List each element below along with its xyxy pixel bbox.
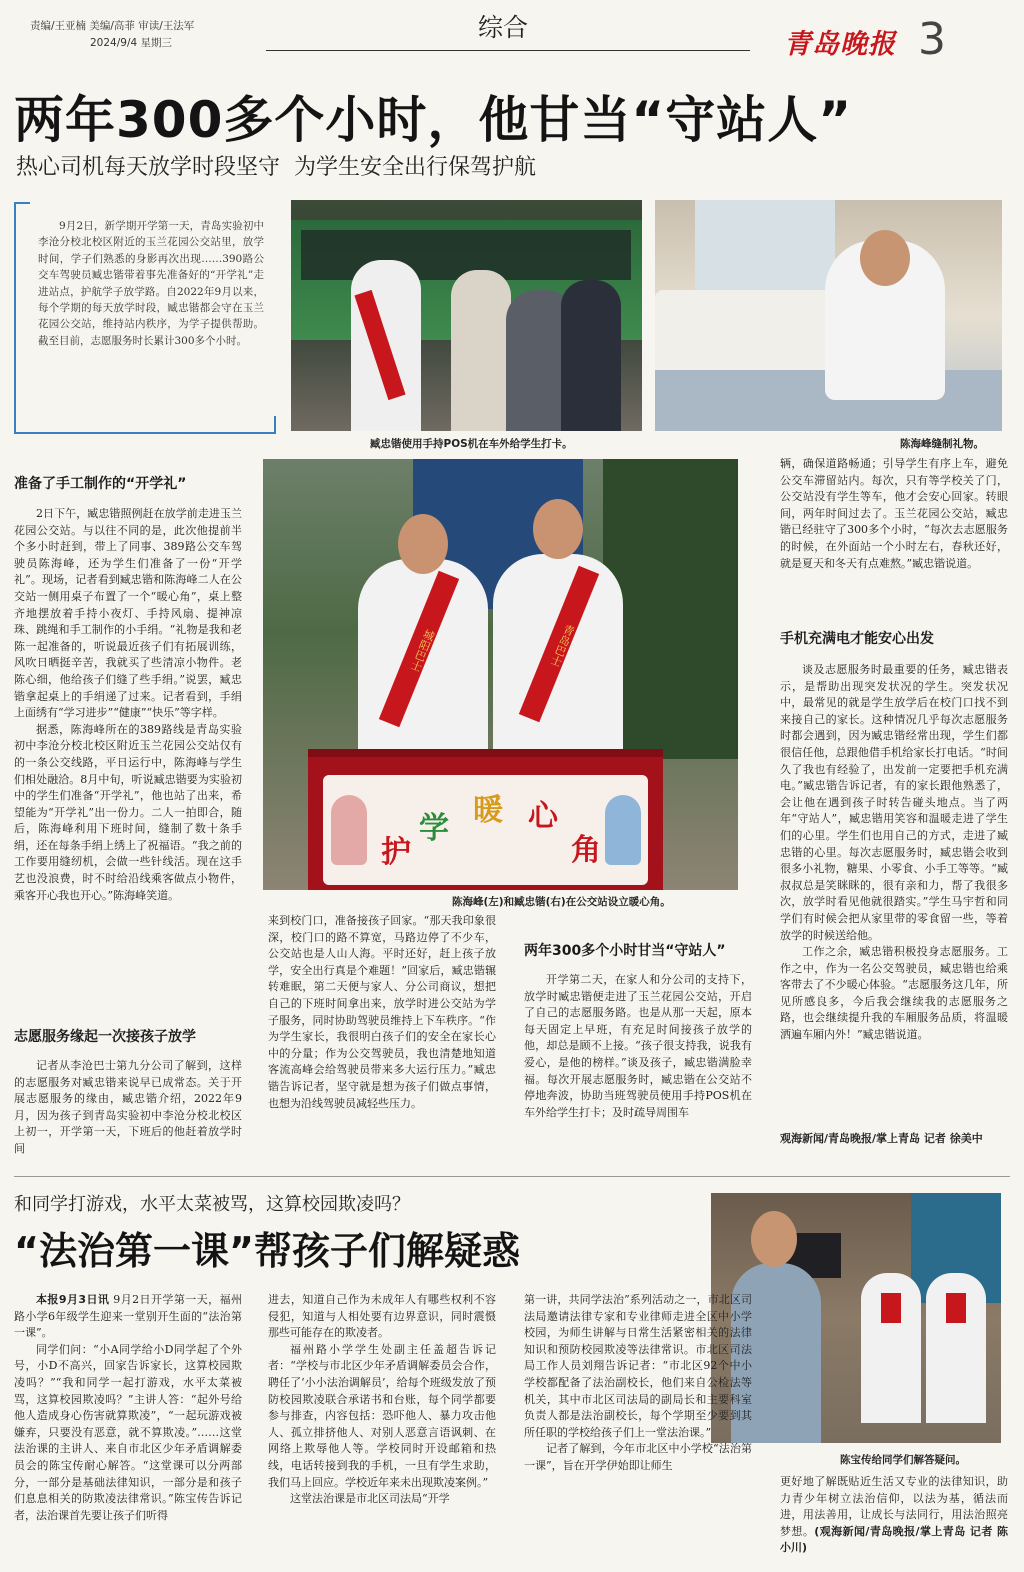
student-figure (451, 270, 511, 431)
teacher-head (751, 1211, 797, 1267)
paragraph: 谈及志愿服务时最重要的任务，臧忠锴表示，是帮助出现突发状况的学生。突发状况中，最常见的就是学生放学后在校门口找不到来接自己的家长。这种情况几乎每次志愿服务时都会遇到，因为臧忠锴经常出现，学生们都很信任他，总跟他借手机给家长打电话。“时间久了我也有经验了，出发前一定要把手机充满电。”臧忠锴告诉记者，有的家长跟他熟悉了，会让他在遇到孩子时转告碰头地点。当了两年“守站人”，臧忠锴用笑容和温暖走进了学生们的心里。学生们也用自己的方式，走进了臧忠锴的心里。每次志愿服务时，臧忠锴会收到很多小礼物，糖果、小零食、小手工等等。“臧叔叔总是笑眯眯的，很有亲和力，帮了我很多次，放学时看见他就很踏实。”学生马宇哲和同学们有时候会把从家里带的零食留一些，等着放学的时候送给他。 (780, 663, 1008, 942)
paragraph-text: 9月2日开学第一天，福州路小学6年级学生迎来一堂别开生面的“法治第一课”。 (14, 1293, 242, 1340)
article2-col1-text (14, 1292, 242, 1568)
col3-subheading: 两年300多个小时甘当“守站人” (524, 943, 726, 959)
sign-char: 学 (419, 811, 449, 846)
sign-char: 心 (528, 799, 558, 834)
article2-headline: “法治第一课”帮孩子们解疑惑 (14, 1229, 520, 1273)
table-sign (323, 775, 648, 885)
paragraph (780, 1474, 1008, 1557)
photo2-caption: 陈海峰缝制礼物。 (900, 438, 984, 450)
photo4-caption: 陈宝传给同学们解答疑问。 (840, 1454, 966, 1466)
col1-subheading-1: 准备了手工制作的“开学礼” (14, 476, 187, 492)
paragraph: 2日下午，臧忠锴照例赶在放学前走进玉兰花园公交站。与以往不同的是，此次他提前半个多小时赶到，带上了同事、389路公交车驾驶员陈海峰，还为学生们准备了一份“开学礼”。现场，记者看到臧忠锴和陈海峰二人在公交站一侧用桌子布置了一个“暖心角”，桌上整齐地摆放着手持小夜灯、手持风扇、提神凉珠、跳绳和手工制作的小手绢。“礼物是我和老陈一起准备的，听说最近孩子们有拓展训练，风吹日晒挺辛苦，我就买了些清凉小物件。老陈心细，他给孩子们缝了些手绢。”说罢，臧忠锴拿起桌上的手绢递了过来。记者看到，手绢上面绣有“学习进步”“健康”“快乐”等字样。 (14, 507, 242, 720)
paragraph: 据悉，陈海峰所在的389路线是青岛实验初中李沧分校北校区附近玉兰花园公交站仅有的一条公交线路，平日运行中，陈海峰与学生们相处融洽。8月中旬，听说臧忠锴要为实验初中的学生们准备“开学礼”，他也站了出来，希望能为“开学礼”出一份力。二人一拍即合，随后，陈海峰利用下班时间，缝制了数十条手绢，还在每条手绢上绣上了祝福语。“我之前的工作要用缝纫机，会做一些针线活。现在这手艺也没浪费，时不时给沿线乘客做点小物件，乘客开心我也开心。”陈海峰笑道。 (14, 722, 242, 902)
editors-line: 责编/王亚楠 美编/高菲 审读/王法军 (30, 20, 195, 32)
student-figure (561, 280, 621, 431)
paragraph: 福州路小学学生处副主任盖超告诉记者：“学校与市北区少年矛盾调解委员会合作，聘任了‘小小法治调解员’，给每个班级发放了预防校园欺凌联合承诺书和台账，每个同学都要参与排查，内容包括：恐吓他人、暴力攻击他人、孤立排挤他人、对别人恶意言语讽刺、在网络上欺辱他人等。学校同时开设邮箱和热线，电话转接到我的手机，一旦有学生求助，我们马上回应。学校近年来未出现欺凌案例。” (268, 1342, 496, 1489)
paragraph: 记者了解到，今年市北区中小学校“法治第一课”，旨在开学伊始即让师生 (524, 1442, 752, 1472)
red-scarf (881, 1293, 901, 1323)
issue-date: 2024/9/4 星期三 (90, 37, 172, 49)
article1-col4-text-2 (780, 662, 1008, 1128)
photo-classroom (711, 1193, 1001, 1443)
header-rule (266, 50, 750, 51)
man-right-sash: 青岛巴士 (519, 566, 599, 723)
photo-warm-corner (263, 459, 738, 890)
window-background (695, 200, 835, 300)
newspaper-brand-logo: 青岛晚报 (784, 29, 896, 60)
col1-subheading-2: 志愿服务缘起一次接孩子放学 (14, 1024, 196, 1046)
paragraph: 记者从李沧巴士第九分公司了解到，这样的志愿服务对臧忠锴来说早已成常态。关于开展志愿服务的缘由，臧忠锴介绍，2022年9月，因为孩子到青岛实验初中李沧分校北校区上初一，开学第一天，下班后的他赶着放学时间 (14, 1059, 242, 1155)
dateline: 本报9月3日讯 (36, 1293, 110, 1306)
sign-char: 角 (571, 833, 601, 868)
article1-headline: 两年300多个小时，他甘当“守站人” (14, 91, 853, 149)
gift-table (308, 749, 663, 890)
article1-col2-text (268, 913, 496, 1167)
cartoon-boy-icon (605, 795, 641, 865)
paragraph: 工作之余，臧忠锴积极投身志愿服务。工作之中，作为一名公交驾驶员，臧忠锴也给乘客带去了不少暖心体验。“志愿服务这几年，所见所感良多，今后我会继续我的志愿服务之路，也会继续提升我的车厢服务品质，将温暖洒遍车厢内外！”臧忠锴说道。 (780, 945, 1008, 1042)
article2-col2-text (268, 1292, 496, 1568)
photo3-caption: 陈海峰(左)和臧忠锴(右)在公交站设立暖心角。 (452, 896, 671, 908)
masthead-left (30, 18, 194, 52)
article2-byline: (观海新闻/青岛晚报/掌上青岛 记者 陈小川) (780, 1524, 1008, 1555)
paragraph: 这堂法治课是市北区司法局“开学 (290, 1492, 450, 1506)
col4-subheading: 手机充满电才能安心出发 (780, 631, 934, 647)
trees-right (603, 459, 738, 759)
section-name: 综合 (478, 13, 529, 42)
article1-byline: 观海新闻/青岛晚报/掌上青岛 记者 徐美中 (780, 1132, 983, 1145)
paragraph: 第一讲，共同学法治”系列活动之一，市北区司法局邀请法律专家和专业律师走进全区中小学校园，为师生讲解与日常生活紧密相关的法律知识和预防校园欺凌等法律常识。市北区司法局工作人员刘翔告诉记者：“市北区92个中小学校都配备了法治副校长，他们来自公检法等机关，其中市北区司法局的副局长和主要科室负责人都是法治副校长，每个学期至少要到其所任职的学校给孩子们上一堂法治课。” (524, 1293, 752, 1439)
article1-col3-text (524, 972, 752, 1166)
paragraph: 开学第二天，在家人和分公司的支持下，放学时臧忠锴便走进了玉兰花园公交站，开启了自己的志愿服务路。也是从那一天起，原本每天固定上早班，有充足时间接孩子放学的他，却总是顾不上接。“孩子很支持我，说我有爱心，是他的榜样。”谈及孩子，臧忠锴满脸幸福。每次开展志愿服务时，臧忠锴在公交站不停地奔波，协助当班驾驶员使用手持POS机在车外给学生打卡；及时疏导周围车 (524, 973, 752, 1119)
sign-char: 护 (381, 835, 411, 870)
red-scarf (946, 1293, 966, 1323)
lead-box (14, 202, 276, 434)
paragraph: 辆，确保道路畅通；引导学生有序上车，避免公交车滞留站内。每次，只有等学校关了门，公交站没有学生等车，他才会安心回家。转眼间，两年时间过去了。玉兰花园公交站，臧忠锴已经驻守了300多个小时，“每次去志愿服务的时候，在外面站一个小时左右，春秋还好，就是夏天和冬天有点难熬。”臧忠锴说道。 (780, 457, 1008, 570)
man-right-head (533, 499, 583, 559)
article2-kicker: 和同学打游戏，水平太菜被骂，这算校园欺凌吗？ (14, 1194, 410, 1215)
paragraph: 进去，知道自己作为未成年人有哪些权利不容侵犯，知道与人相处要有边界意识，同时震慑那些可能存在的欺凌者。 (268, 1293, 496, 1340)
article2-col4-text (780, 1474, 1008, 1570)
article1-subheadline: 热心司机每天放学时段坚守 为学生安全出行保驾护航 (16, 155, 536, 180)
page-number: 3 (918, 14, 946, 65)
man-left-figure (358, 559, 488, 779)
article1-col1-text-2 (14, 1058, 242, 1166)
paragraph: 来到校门口，准备接孩子回家。“那天我印象很深，校门口的路不算宽，马路边停了不少车，公交站也是人山人海。平时还好，赶上孩子放学，安全出行真是个难题！”回家后，臧忠锴辗转难眠，第二天便与家人、分公司商议，想把自己的下班时间拿出来，放学时进公交站为学子服务，同时协助驾驶员维持上下车秩序。“作为学生家长，我很明白孩子们的安全在家长心中的分量；作为公交驾驶员，我也清楚地知道客流高峰会给驾驶员带来多大运行压力。”臧忠锴告诉记者，坚守就是想为孩子们做点事情，也想为沿线驾驶员减轻些压力。 (268, 914, 496, 1110)
article2-col3-text (524, 1292, 752, 1568)
lead-paragraph: 9月2日，新学期开学第一天，青岛实验初中李沧分校北校区附近的玉兰花园公交站里，放学时间，学子们熟悉的身影再次出现……390路公交车驾驶员臧忠锴带着事先准备好的“开学礼”走进站点，护航学子放学路。自2022年9月以来，每个学期的每天放学时段，臧忠锴都会守在玉兰花园公交站，维持站内秩序，为学子提供帮助。截至目前，志愿服务时长累计300多个小时。 (38, 220, 264, 347)
paragraph-text: 更好地了解既贴近生活又专业的法律知识，助力青少年树立法治信仰，以法为基，循法而进，用法善用，让成长与法同行，用法治照亮梦想。 (780, 1475, 1008, 1538)
lead-box-top-mark (14, 202, 30, 204)
photo-bus-stop (291, 200, 642, 431)
man-left-head (398, 514, 448, 574)
paragraph: 同学们问：“小A同学给小D同学起了个外号，小D不高兴，回家告诉家长，这算校园欺凌吗？”“我和同学一起打游戏，水平太菜被骂，这算校园欺凌吗？”主讲人答：“起外号给他人造成身心伤害就算欺凌”，“一起玩游戏被嫌弃，只要没有恶意，就不算欺凌。”……这堂法治课的主讲人、来自市北区少年矛盾调解委员会的陈宝传耐心解答。“这堂课可以分两部分，一部分是基础法律知识，一部分是和孩子们息息相关的防欺凌法律常识。”陈宝传告诉记者，法治课首先要让孩子们听得 (14, 1342, 242, 1522)
sign-char: 暖 (473, 793, 503, 828)
article-divider (14, 1176, 1010, 1177)
article1-col4-text-1 (780, 456, 1008, 614)
cartoon-girl-icon (331, 795, 367, 865)
man-left-sash: 城阳巴士 (379, 571, 459, 728)
photo-sewing (655, 200, 1002, 431)
photo1-caption: 臧忠锴使用手持POS机在车外给学生打卡。 (370, 438, 573, 450)
lead-box-right-mark (274, 416, 276, 432)
tailor-head (860, 230, 910, 286)
paragraph (14, 1292, 242, 1342)
